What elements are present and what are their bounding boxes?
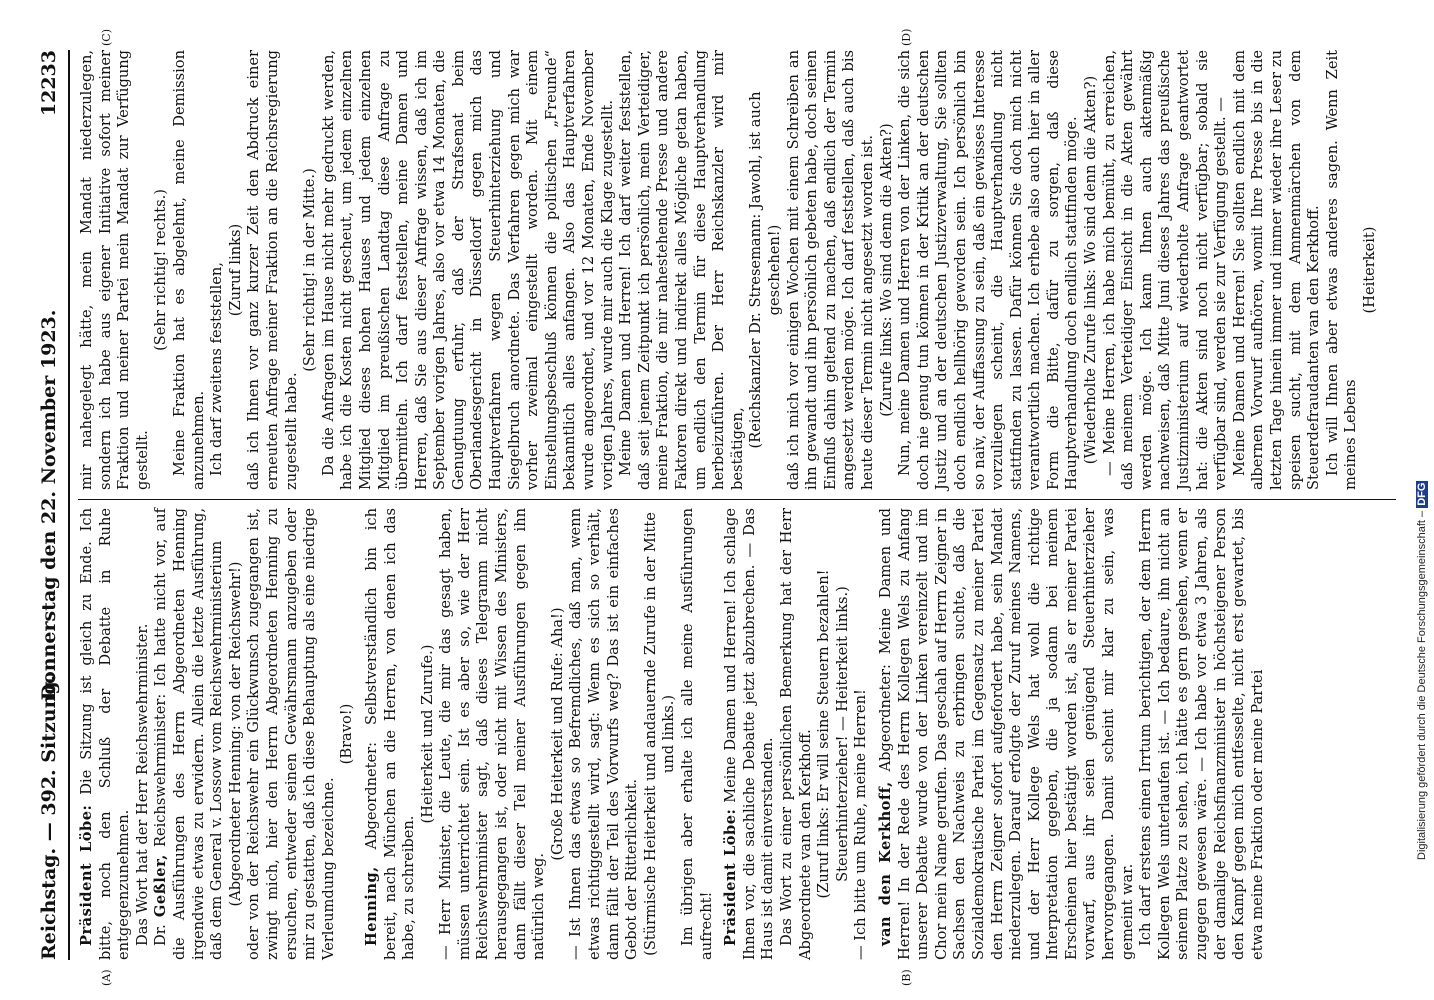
paragraph: Das Wort zu einer persönlichen Bemerkung hat der Herr Abgeordnete van den Kerkhoff. — [777, 508, 814, 960]
paragraph: — Herr Minister, die Leute, die mir das gesagt haben, müssen unterrichtet sein. Ist es aber so, wie der Herr Reichswehrminister sagt, daß dieses Telegramm nicht herausgegangen ist, oder nicht mit Wissen des Ministers, dann fällt dieser Teil meiner Ausführungen gegen ihn natürlich weg. — [437, 508, 548, 960]
speaker: Henning, — [362, 866, 380, 946]
text: Abgeordneter: Selbstverständlich bin ich bereit, nach München an die Herren, von denen ich das habe, zu schreiben. — [362, 508, 418, 960]
interjection: (Stürmische Heiterkeit und andauernde Zurufe in der Mitte und links.) — [641, 512, 678, 956]
text: Reichswehrminister: Ich hatte nicht vor, auf die Ausführungen des Herrn Abgeordneten Henning irgendwie etwas zu erwidern. Allein die letzte Ausführung, daß dem General v. Lossow vom Reichswehrministerium — [152, 507, 226, 960]
column-divider — [78, 499, 1396, 500]
marker-d: (D) — [900, 28, 913, 46]
paragraph: Das Wort hat der Herr Reichswehrminister. — [133, 623, 151, 946]
interjection: (Zurufe links: Wo sind denn die Akten?) — [877, 123, 895, 417]
interjection: (Sehr richtig! rechts.) — [152, 189, 170, 351]
interjection: (Wiederholte Zurufe links: Wo sind denn die Akten?) — [1082, 75, 1100, 465]
paragraph: — Meine Herren, ich habe mich bemüht, zu erreichen, daß meinem Verteidiger Einsicht in die Akten gewährt werden möge. Ich kann Ihnen auch aktenmäßig nachweisen, daß Mitte Juni dieses Jahres das preußische Justizministerium auf wiederholte Anfrage geantwortet hat: die Akten sind noch nicht verfügbar; sobald sie verfügbar sind, werden sie zur Verfügung gestellt. — — [1100, 50, 1230, 490]
paragraph: — Ist Ihnen das etwas so Befremdliches, daß man, wenn etwas richtiggestellt wird, sagt: Wenn es sich so verhält, dann fällt der Teil des Vorwurfs weg? Das ist ein einfaches Gebot der Ritterlichkeit. — [567, 508, 641, 960]
header-left: Reichstag. — 392. Sitzung. — [38, 674, 60, 960]
paragraph: — Ich bitte um Ruhe, meine Herren! — [852, 689, 870, 960]
text: Meine Damen und Herren! Ich schlage Ihnen vor, die sachliche Debatte jetzt abzubrechen. — Das Haus ist damit einverstanden. — [722, 507, 777, 960]
page-number: 12233 — [38, 50, 60, 117]
interjection: (Zuruf links) — [226, 223, 244, 317]
digitization-credit — [1414, 0, 1434, 1000]
interjection: (Heiterkeit) — [1360, 226, 1378, 314]
paragraph: Da die Anfragen im Hause nicht mehr gedruckt werden, habe ich die Kosten nicht gescheut, um jedem einzelnen Mitglied dieses hohen Hauses und jedem einzelnen Mitglied im preußischen Landtag diese Anfrage zu übermitteln. Ich darf feststellen, meine Damen und Herren, daß Sie aus dieser Anfrage wissen, daß ich im September vorigen Jahres, also vor etwa 14 Monaten, die Genugtuung erfuhr, daß der Strafsenat beim Oberlandesgericht in Düsseldorf gegen mich das Hauptverfahren wegen Steuerhinterziehung und Siegelbruch anordnete. Das Verfahren gegen mich war vorher zweimal eingestellt worden. Mit einem Einstellungsbeschluß können die politischen „Freunde“ bekanntlich alles anfangen. Also das Hauptverfahren wurde angeordnet, und vor 12 Monaten, Ende November vorigen Jahres, wurde mir auch die Klage zugestellt. — [319, 50, 616, 490]
column-left — [78, 508, 1398, 960]
paragraph: daß ich Ihnen vor ganz kurzer Zeit den Abdruck einer erneuten Anfrage meiner Fraktion an die Reichsregierung zugestellt habe. — [245, 50, 300, 490]
page-header — [34, 50, 70, 960]
speaker: Geßler, — [152, 854, 170, 918]
interjection: (Sehr richtig! in der Mitte.) — [301, 168, 319, 372]
paragraph — [722, 508, 778, 960]
paragraph: Ich darf zweitens feststellen, — [208, 262, 226, 476]
marker-b: (B) — [900, 969, 913, 986]
column-right — [78, 50, 1398, 490]
credit-text: Digitalisierung gefördert durch die Deutsche Forschungsgemeinschaft – — [1416, 510, 1428, 860]
dfg-logo: DFG — [1416, 482, 1428, 506]
interjection: (Zuruf links: Er will seine Steuern bezahlen! Steuerhinterzieher! — Heiterkeit links.) — [815, 569, 851, 899]
paragraph — [877, 508, 1137, 960]
header-date: Donnerstag den 22. November 1923. — [38, 309, 60, 701]
paragraph — [363, 508, 419, 960]
interjection: (Heiterkeit und Zurufe.) — [418, 644, 436, 824]
paragraph: Ich will Ihnen aber etwas anderes sagen. Wenn Zeit meines Lebens — [1323, 50, 1360, 490]
paragraph — [78, 508, 134, 960]
paragraph: oder von der Reichswehr ein Glückwunsch zugegangen ist, zwingt mich, hier den Herrn Abgeordneten Henning zu ersuchen, entweder seinen Gewährsmann anzugeben oder mir zu gestatten, daß ich diese Behauptung als eine niedrige Verleumdung bezeichne. — [245, 508, 337, 960]
interjection: (Bravo!) — [338, 703, 356, 765]
text: Abgeordneter: Meine Damen und Herren! In der Rede des Herrn Kollegen Wels zu Anfang unserer Debatte wurde von der Linken vereinzelt und im Chor mein Name gerufen. Das geschah auf Herrn Zeigner in Sachsen den Nachweis zu erbringen suchte, daß die Sozialdemokratische Partei im Gegensatz zu meiner Partei den Herrn Zeigner sofort aufgefordert habe, sein Mandat niederzulegen. Darauf erfolgte der Zuruf meines Namens, und der Herr Kollege Wels hat wohl die richtige Interpretation gegeben, die ja sodann bei meinem Erscheinen hier bestätigt worden ist, als er meiner Partei vorwarf, aus ihr seien genügend Steuerhinterzieher hervorgegangen. Damit scheint mir klar zu sein, was gemeint war. — [876, 507, 1136, 960]
interjection: (Abgeordneter Henning: von der Reichswehr!) — [226, 561, 244, 907]
speaker: Präsident Löbe: — [78, 804, 95, 946]
interjection: (Reichskanzler Dr. Stresemann: Jawohl, ist auch geschehen!) — [747, 91, 783, 449]
title: Dr. — [152, 924, 170, 946]
paragraph: Meine Damen und Herren! Sie sollten endlich mit dem albernen Vorwurf aufhören, womit Ihre Presse bis in die letzten Tage hinein immer und immer wieder ihre Leser zu speisen sucht, mit dem Ammenmärchen von dem Steuerdefraudanten van den Kerkhoff. — [1230, 50, 1323, 490]
paragraph: Im übrigen aber erhalte ich alle meine Ausführungen aufrecht! — [679, 508, 715, 960]
marker-a: (A) — [100, 969, 113, 986]
paragraph: Meine Damen und Herren! Ich darf weiter feststellen, daß seit jenem Zeitpunkt ich persönlich, mein Verteidiger, meine Fraktion, die mir nahestehende Presse und andere Faktoren direkt und indirekt alles Mögliche getan haben, um endlich den Termin für diese Hauptverhandlung herbeizuführen. Der Herr Reichskanzler wird mir bestätigen, — [617, 50, 746, 490]
paragraph — [152, 508, 226, 960]
paragraph: daß ich mich vor einigen Wochen mit einem Schreiben an ihn gewandt und ihn persönlich gebeten habe, doch seinen Einfluß dahin geltend zu machen, daß endlich der Termin angesetzt werden möge. Ich darf feststellen, daß auch bis heute dieser Termin nicht angesetzt worden ist. — [784, 50, 876, 490]
paragraph: mir nahegelegt hätte, mein Mandat niederzulegen, sondern ich habe aus eigener Initiative sofort meiner Fraktion und meiner Partei mein Mandat zur Verfügung gestellt. — [78, 50, 151, 490]
speaker: Präsident Löbe: — [722, 808, 740, 946]
paragraph: Meine Fraktion hat es abgelehnt, meine Demission anzunehmen. — [170, 50, 207, 490]
speaker: van den Kerkhoff, — [876, 781, 894, 946]
marker-c: (C) — [100, 29, 113, 46]
paragraph: Nun, meine Damen und Herren von der Linken, die sich doch nie genug tun können in der Kritik an der deutschen Justiz und an der deutschen Justizverwaltung, Sie sollten doch endlich hellhörig geworden sein. Ich persönlich bin so naiv, der Auffassung zu sein, daß ein gewisses Interesse vorzuliegen scheint, die Hauptverhandlung nicht stattfinden zu lassen. Dafür können Sie doch mich nicht verantwortlich machen. Ich erhebe also auch hier in aller Form die Bitte, dafür zu sorgen, daß diese Hauptverhandlung doch endlich stattfinden möge. — [896, 50, 1081, 490]
paragraph: Ich darf erstens einen Irrtum berichtigen, der dem Herrn Kollegen Wels unterlaufen ist. — Ich bedaure, ihn nicht an seinem Platze zu sehen, ich hätte es gern gesehen, wenn er zugegen gewesen wäre. — Ich habe vor etwa 3 Jahren, als der damalige Reichsfinanzminister in höchsteigener Person den Kampf gegen mich entfesselte, nicht erst gewartet, bis etwa meine Fraktion oder meine Partei — [1137, 508, 1266, 960]
text: Die Sitzung ist gleich zu Ende. Ich bitte, noch den Schluß der Debatte in Ruhe entgegenzunehmen. — [78, 508, 133, 960]
rotated-page — [20, 30, 1406, 990]
interjection: (Große Heiterkeit und Rufe: Aha!) — [548, 607, 566, 861]
